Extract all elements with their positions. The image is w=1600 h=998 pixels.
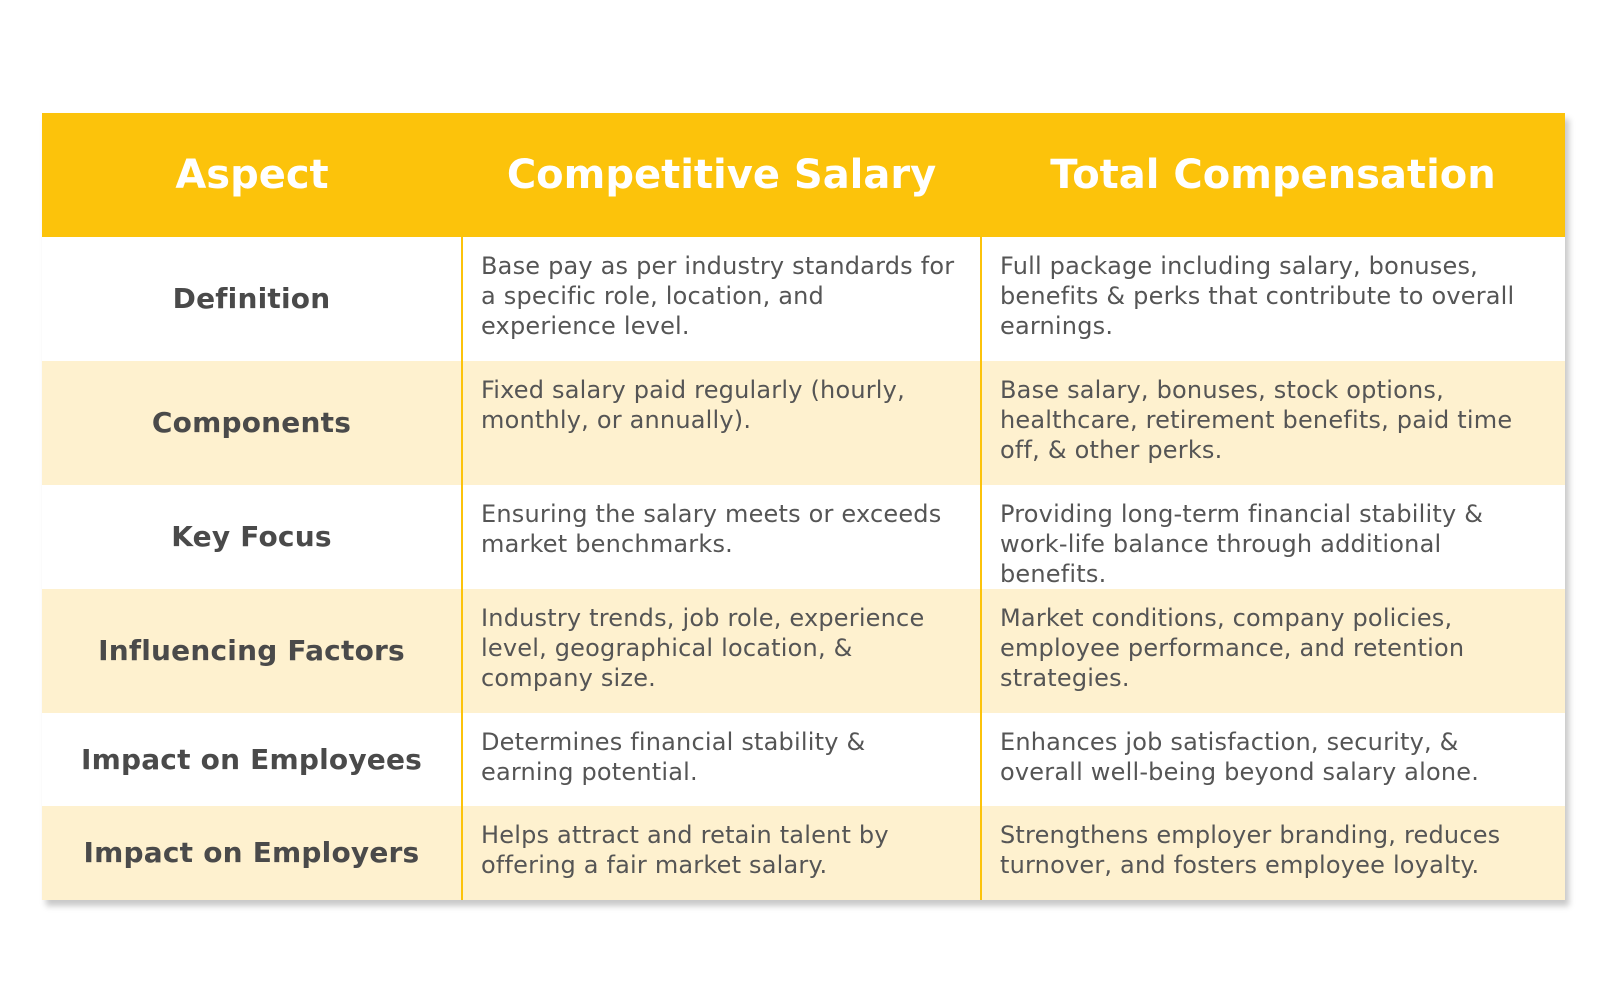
aspect-cell: Impact on Employees xyxy=(80,742,423,776)
competitive-salary-cell: Helps attract and retain talent by offering a fair market salary. xyxy=(462,806,981,900)
competitive-salary-cell: Ensuring the salary meets or exceeds market benchmarks. xyxy=(462,485,981,589)
total-compensation-cell: Base salary, bonuses, stock options, healthcare, retirement benefits, paid time off, & other perks. xyxy=(981,361,1565,485)
table-row-impact-on-employers xyxy=(42,806,1565,900)
total-compensation-cell: Strengthens employer branding, reduces turnover, and fosters employee loyalty. xyxy=(981,806,1565,900)
header-total-compensation: Total Compensation xyxy=(981,113,1565,237)
aspect-cell: Components xyxy=(151,406,352,439)
aspect-cell: Key Focus xyxy=(171,520,332,553)
comparison-table-container xyxy=(42,113,1565,900)
competitive-salary-cell: Fixed salary paid regularly (hourly, monthly, or annually). xyxy=(462,361,981,485)
table-row-components xyxy=(42,361,1565,485)
header-aspect: Aspect xyxy=(42,113,462,237)
table-row-definition xyxy=(42,237,1565,361)
aspect-cell: Impact on Employers xyxy=(83,836,420,869)
header-row xyxy=(42,113,1565,237)
competitive-salary-cell: Base pay as per industry standards for a specific role, location, and experience level. xyxy=(462,237,981,361)
total-compensation-cell: Full package including salary, bonuses, benefits & perks that contribute to overall earnings. xyxy=(981,237,1565,361)
total-compensation-cell: Providing long-term financial stability & work-life balance through additional benefits. xyxy=(981,485,1565,589)
competitive-salary-cell: Industry trends, job role, experience level, geographical location, & company size. xyxy=(462,589,981,713)
aspect-cell: Definition xyxy=(172,282,331,315)
table-header xyxy=(42,113,1565,237)
header-competitive-salary: Competitive Salary xyxy=(462,113,981,237)
table-row-influencing-factors xyxy=(42,589,1565,713)
comparison-table xyxy=(42,113,1565,900)
competitive-salary-cell: Determines financial stability & earning potential. xyxy=(462,713,981,806)
total-compensation-cell: Enhances job satisfaction, security, & overall well-being beyond salary alone. xyxy=(981,713,1565,806)
total-compensation-cell: Market conditions, company policies, employee performance, and retention strategies. xyxy=(981,589,1565,713)
table-body xyxy=(42,237,1565,900)
table-row-key-focus xyxy=(42,485,1565,589)
table-row-impact-on-employees xyxy=(42,713,1565,806)
aspect-cell: Influencing Factors xyxy=(98,634,405,667)
